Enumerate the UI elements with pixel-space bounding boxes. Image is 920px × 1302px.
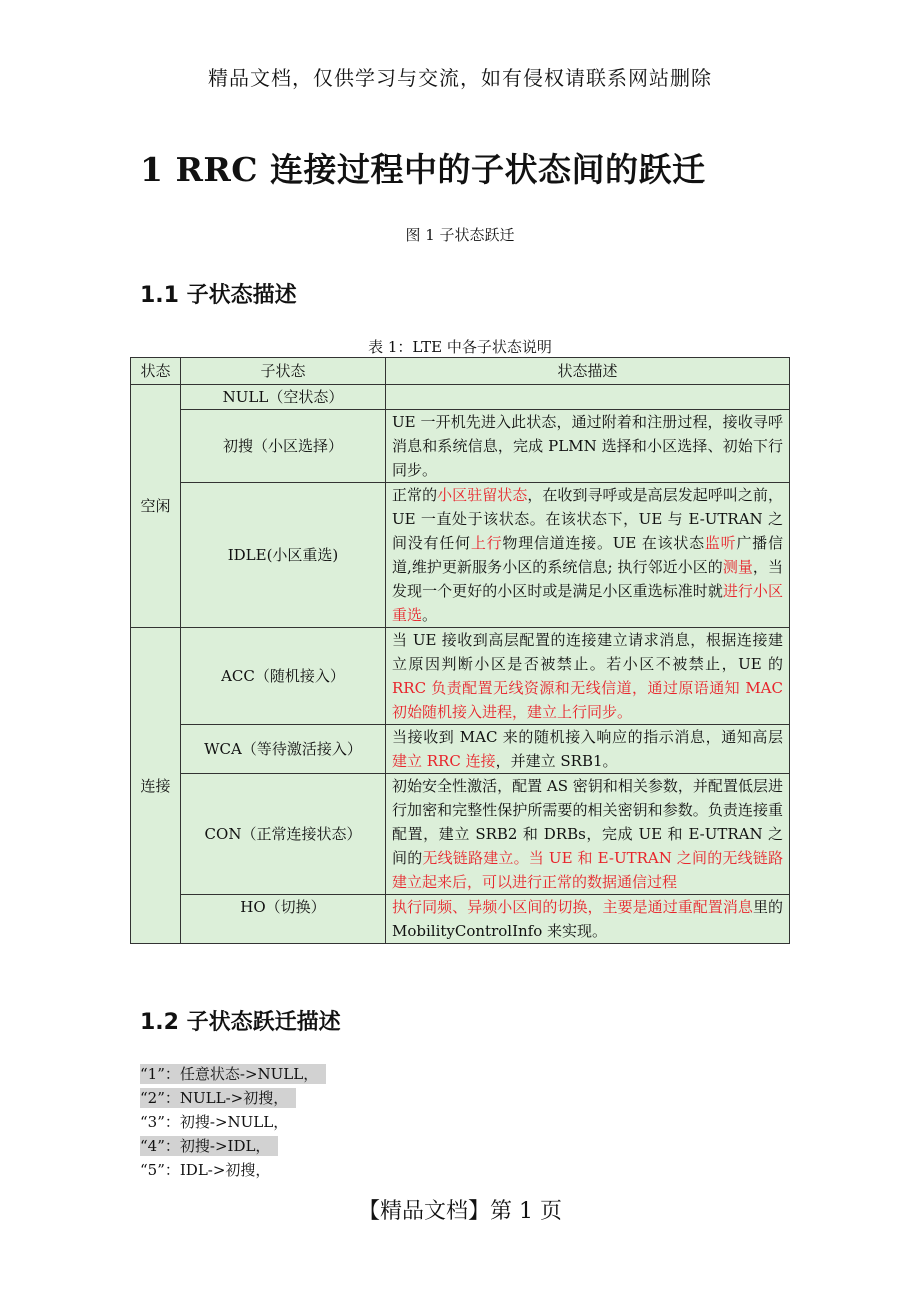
table-header-row [131, 358, 790, 385]
group-connected: 连接 [131, 628, 181, 944]
table-row [131, 774, 790, 895]
page-title: 1 RRC 连接过程中的子状态间的跃迁 [140, 150, 706, 189]
table-row [131, 410, 790, 483]
substate-search: 初搜（小区选择） [181, 410, 386, 483]
transition-list [140, 1062, 326, 1182]
desc-ho: 执行同频、异频小区间的切换，主要是通过重配置消息里的 MobilityControlInfo 来实现。 [386, 895, 790, 944]
header-state: 状态 [131, 358, 181, 385]
watermark-text: 精品文档，仅供学习与交流，如有侵权请联系网站删除 [208, 66, 712, 90]
table-row [131, 385, 790, 410]
substate-wca: WCA（等待激活接入） [181, 725, 386, 774]
table-row [131, 725, 790, 774]
desc-wca: 当接收到 MAC 来的随机接入响应的指示消息，通知高层建立 RRC 连接，并建立 SRB1。 [386, 725, 790, 774]
figure-caption: 图 1 子状态跃迁 [405, 226, 515, 244]
section-heading-1-1: 1.1 子状态描述 [140, 283, 297, 308]
list-item: “4”：初搜->IDL， [140, 1134, 326, 1158]
desc-con: 初始安全性激活，配置 AS 密钥和相关参数，并配置低层进行加密和完整性保护所需要的相关密钥和参数。负责连接重配置，建立 SRB2 和 DRBs，完成 UE 和 E-UTRAN 之间的无线链路建立。当 UE 和 E-UTRAN 之间的无线链路建立起来后，可以进行正常的数据通信过程 [386, 774, 790, 895]
desc-acc: 当 UE 接收到高层配置的连接建立请求消息，根据连接建立原因判断小区是否被禁止。若小区不被禁止，UE 的RRC 负责配置无线资源和无线信道，通过原语通知 MAC 初始随机接入进程，建立上行同步。 [386, 628, 790, 725]
desc-search: UE 一开机先进入此状态，通过附着和注册过程，接收寻呼消息和系统信息，完成 PLMN 选择和小区选择、初始下行同步。 [386, 410, 790, 483]
substate-idle: IDLE(小区重选) [181, 483, 386, 628]
header-substate: 子状态 [181, 358, 386, 385]
desc-null [386, 385, 790, 410]
page-footer: 【精品文档】第 1 页 [358, 1199, 562, 1224]
header-description: 状态描述 [386, 358, 790, 385]
substate-con: CON（正常连接状态） [181, 774, 386, 895]
table-row [131, 895, 790, 944]
table-row [131, 628, 790, 725]
list-item: “3”：初搜->NULL， [140, 1113, 289, 1131]
table-caption: 表 1：LTE 中各子状态说明 [368, 338, 552, 356]
desc-idle: 正常的小区驻留状态，在收到寻呼或是高层发起呼叫之前，UE 一直处于该状态。在该状态下，UE 与 E-UTRAN 之间没有任何上行物理信道连接。UE 在该状态监听广播信道,维护更新服务小区的系统信息; 执行邻近小区的测量，当发现一个更好的小区时或是满足小区重选标准时就进行小区重选。 [386, 483, 790, 628]
list-item: “2”：NULL->初搜， [140, 1086, 326, 1110]
substate-table [130, 357, 790, 944]
list-item: “1”：任意状态->NULL， [140, 1062, 326, 1086]
substate-null: NULL（空状态） [181, 385, 386, 410]
substate-ho: HO（切换） [181, 895, 386, 944]
list-item: “5”：IDL->初搜， [140, 1161, 271, 1179]
table-row [131, 483, 790, 628]
section-heading-1-2: 1.2 子状态跃迁描述 [140, 1010, 341, 1035]
group-idle: 空闲 [131, 385, 181, 628]
substate-acc: ACC（随机接入） [181, 628, 386, 725]
